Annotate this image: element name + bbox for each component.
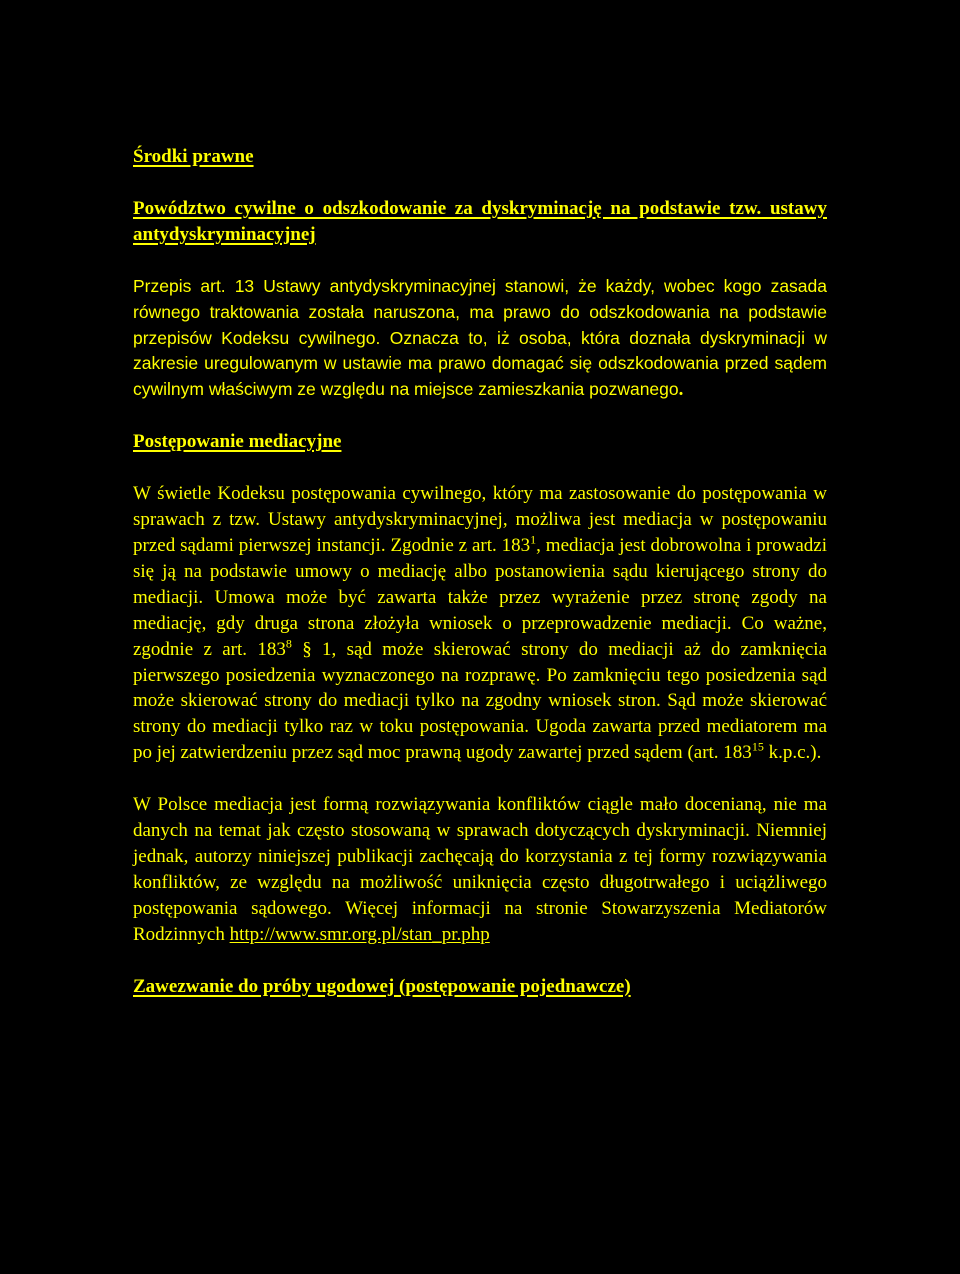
- paragraph-mediacja-part-d: k.p.c.).: [763, 742, 822, 764]
- spacer: [133, 403, 827, 429]
- document-page: [133, 140, 827, 999]
- paragraph-mediacja-part-a: W świetle Kodeksu postępowania cywilnego, który ma zastosowanie do postępowania w sprawach z tzw. Ustawy antydyskryminacyjnej, możliwa jest mediacja w postępowaniu przed sądami pierwszej instancji. Zgodnie z art. 183: [133, 483, 827, 556]
- heading-powodztwo-cywilne: Powództwo cywilne o odszkodowanie za dyskryminację na podstawie tzw. ustawy antydyskryminacyjnej: [133, 197, 827, 245]
- spacer: [133, 766, 827, 792]
- smr-link[interactable]: http://www.smr.org.pl/stan_pr.php: [229, 923, 490, 945]
- superscript-8: 8: [285, 636, 292, 651]
- paragraph-art-13-text: Przepis art. 13 Ustawy antydyskryminacyjnej stanowi, że każdy, wobec kogo zasada równego traktowania została naruszona, ma prawo do odszkodowania na podstawie przepisów Kodeksu cywilnego. Oznacza to, iż osoba, która doznała dyskryminacji w zakresie uregulowanym w ustawie ma prawo domagać się odszkodowania przed sądem cywilnym właściwym ze względu na miejsce zamieszkania pozwanego: [133, 275, 827, 400]
- paragraph-art-13-end: .: [678, 379, 684, 401]
- heading-postepowanie-mediacyjne: Postępowanie mediacyjne: [133, 431, 342, 453]
- spacer: [133, 170, 827, 196]
- spacer: [133, 455, 827, 481]
- superscript-15: 15: [751, 739, 764, 754]
- paragraph-mediacja-w-polsce-text: W Polsce mediacja jest formą rozwiązywania konfliktów ciągle mało docenianą, nie ma danych na temat jak często stosowaną w sprawach dotyczących dyskryminacji. Niemniej jednak, autorzy niniejszej publikacji zachęcają do korzystania z tej formy rozwiązywania konfliktów, ze względu na możliwość uniknięcia często długotrwałego i uciążliwego postępowania sądowego. Więcej informacji na stronie Stowarzyszenia Mediatorów Rodzinnych: [133, 794, 827, 945]
- heading-zawezwanie: Zawezwanie do próby ugodowej (postępowanie pojednawcze): [133, 975, 631, 997]
- paragraph-mediacja: [133, 481, 827, 766]
- spacer: [133, 248, 827, 274]
- superscript-1: 1: [530, 532, 537, 547]
- paragraph-art-13: [133, 274, 827, 404]
- spacer: [133, 948, 827, 974]
- paragraph-mediacja-w-polsce: [133, 792, 827, 947]
- heading-srodki-prawne: Środki prawne: [133, 146, 254, 167]
- paragraph-mediacja-part-b: , mediacja jest dobrowolna i prowadzi się ją na podstawie umowy o mediację albo postanowienia sądu kierującego strony do mediacji. Umowa może być zawarta także przez wyrażenie przez stronę zgody na mediację, gdy druga strona złożyła wniosek o przeprowadzenie mediacji. Co ważne, zgodnie z art. 183: [133, 534, 827, 660]
- paragraph-mediacja-part-c: § 1, sąd może skierować strony do mediacji aż do zamknięcia pierwszego posiedzenia wyznaczonego na rozprawę. Po zamknięciu tego posiedzenia sąd może skierować strony do mediacji tylko na zgodny wniosek stron. Sąd może skierować strony do mediacji tylko raz w toku postępowania. Ugoda zawarta przed mediatorem ma po jej zatwierdzeniu przez sąd moc prawną ugody zawartej przed sądem (art. 183: [133, 638, 827, 764]
